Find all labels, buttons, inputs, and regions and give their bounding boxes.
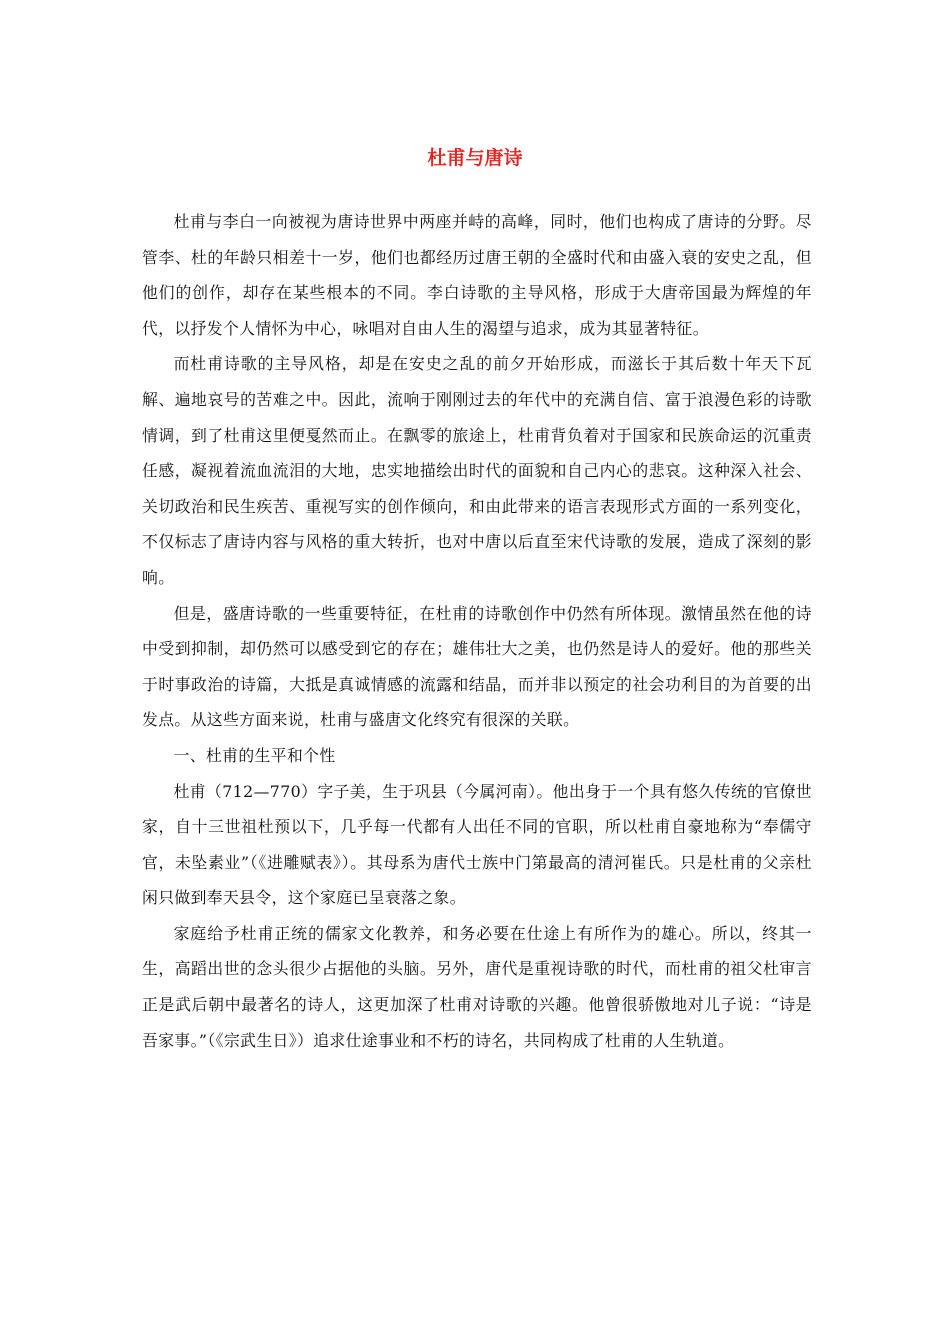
paragraph-4: 杜甫（712—770）字子美，生于巩县（今属河南）。他出身于一个具有悠久传统的官僚世家，自十三世祖杜预以下，几乎每一代都有人出任不同的官职，所以杜甫自豪地称为“奉儒守官，未坠素业”（《进雕赋表》）。其母系为唐代士族中门第最高的清河崔氏。只是杜甫的父亲杜闲只做到奉天县令，这个家庭已呈衰落之象。: [142, 781, 812, 908]
section-heading: 一、杜甫的生平和个性: [173, 745, 336, 765]
paragraph-3: 但是，盛唐诗歌的一些重要特征，在杜甫的诗歌创作中仍然有所体现。激情虽然在他的诗中受到抑制，却仍然可以感受到它的存在；雄伟壮大之美，也仍然是诗人的爱好。他的那些关于时事政治的诗篇，大抵是真诚情感的流露和结晶，而并非以预定的社会功利目的为首要的出发点。从这些方面来说，杜甫与盛唐文化终究有很深的关联。: [142, 603, 812, 730]
paragraph-5: 家庭给予杜甫正统的儒家文化教养，和务必要在仕途上有所作为的雄心。所以，终其一生，高蹈出世的念头很少占据他的头脑。另外，唐代是重视诗歌的时代，而杜甫的祖父杜审言正是武后朝中最著名的诗人，这更加深了杜甫对诗歌的兴趣。他曾很骄傲地对儿子说：“诗是吾家事。”（《宗武生日》）追求仕途事业和不朽的诗名，共同构成了杜甫的人生轨道。: [142, 923, 812, 1050]
document-body: [142, 204, 812, 1058]
paragraph-1: 杜甫与李白一向被视为唐诗世界中两座并峙的高峰，同时，他们也构成了唐诗的分野。尽管李、杜的年龄只相差十一岁，他们也都经历过唐王朝的全盛时代和由盛入衰的安史之乱，但他们的创作，却存在某些根本的不同。李白诗歌的主导风格，形成于大唐帝国最为辉煌的年代，以抒发个人情怀为中心，咏唱对自由人生的渴望与追求，成为其显著特征。: [142, 212, 812, 338]
paragraph-2: 而杜甫诗歌的主导风格，却是在安史之乱的前夕开始形成，而滋长于其后数十年天下瓦解、遍地哀号的苦难之中。因此，流响于刚刚过去的年代中的充满自信、富于浪漫色彩的诗歌情调，到了杜甫这里便戛然而止。在飘零的旅途上，杜甫背负着对于国家和民族命运的沉重责任感，凝视着流血流泪的大地，忠实地描绘出时代的面貌和自己内心的悲哀。这种深入社会、关切政治和民生疾苦、重视写实的创作倾向，和由此带来的语言表现形式方面的一系列变化，不仅标志了唐诗内容与风格的重大转折，也对中唐以后直至宋代诗歌的发展，造成了深刻的影响。: [142, 354, 812, 587]
page-title: 杜甫与唐诗: [427, 147, 523, 169]
